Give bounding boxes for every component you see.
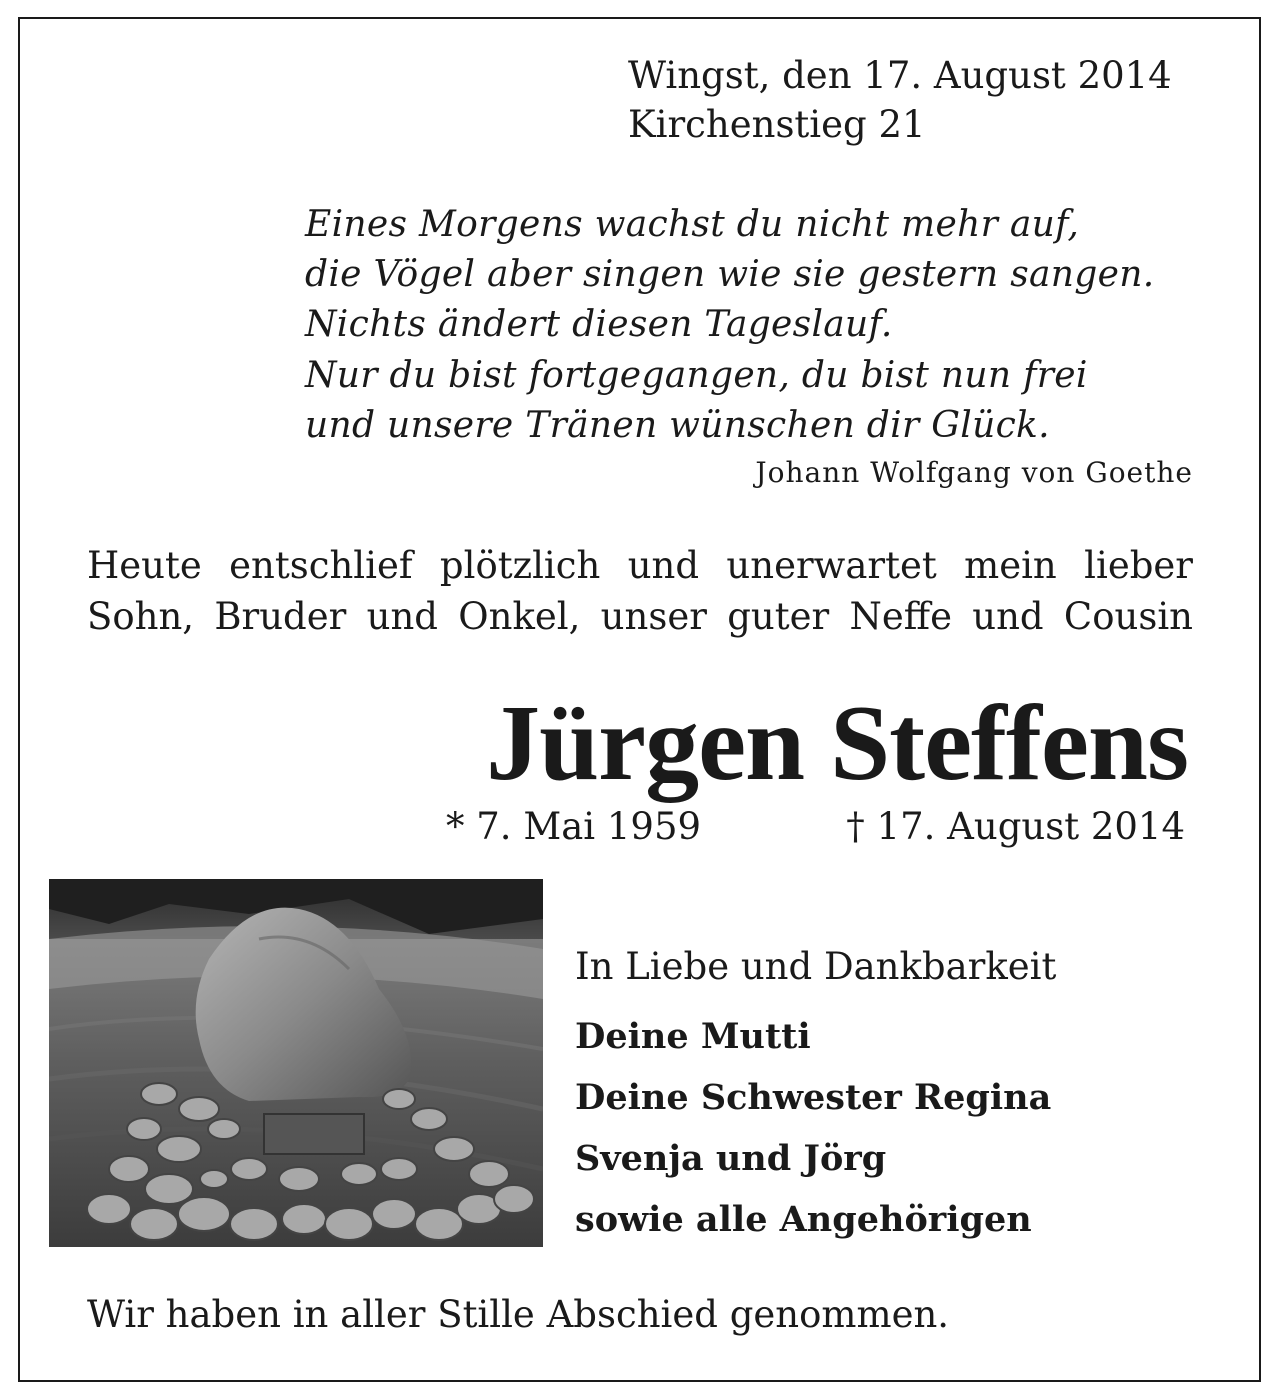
address: Kirchenstieg 21 (628, 103, 926, 146)
deceased-name: Jürgen Steffens (486, 684, 1188, 803)
intro-line: Sohn, Bruder und Onkel, unser guter Neffe und Cousin (87, 595, 1193, 638)
closing-text: Wir haben in aller Stille Abschied genommen. (87, 1293, 950, 1336)
birth-date: * 7. Mai 1959 (446, 805, 702, 848)
poem-line: Eines Morgens wachst du nicht mehr auf, (305, 204, 1080, 245)
mourner-name: sowie alle Angehörigen (575, 1199, 1032, 1240)
poem-author: Johann Wolfgang von Goethe (755, 456, 1193, 489)
poem-line: Nichts ändert diesen Tageslauf. (305, 304, 893, 345)
mourners-greeting: In Liebe und Dankbarkeit (575, 945, 1057, 988)
place-date: Wingst, den 17. August 2014 (628, 54, 1172, 97)
mourner-name: Deine Schwester Regina (575, 1077, 1052, 1118)
mourner-name: Deine Mutti (575, 1016, 811, 1057)
poem-line: und unsere Tränen wünschen dir Glück. (305, 405, 1050, 446)
poem-line: Nur du bist fortgegangen, du bist nun frei (305, 355, 1088, 396)
intro-line: Heute entschlief plötzlich und unerwartet mein lieber (87, 544, 1193, 587)
mourner-name: Svenja und Jörg (575, 1138, 887, 1179)
death-date: † 17. August 2014 (846, 805, 1185, 848)
memorial-stone-photo (49, 879, 543, 1247)
poem-line: die Vögel aber singen wie sie gestern sangen. (305, 254, 1155, 295)
